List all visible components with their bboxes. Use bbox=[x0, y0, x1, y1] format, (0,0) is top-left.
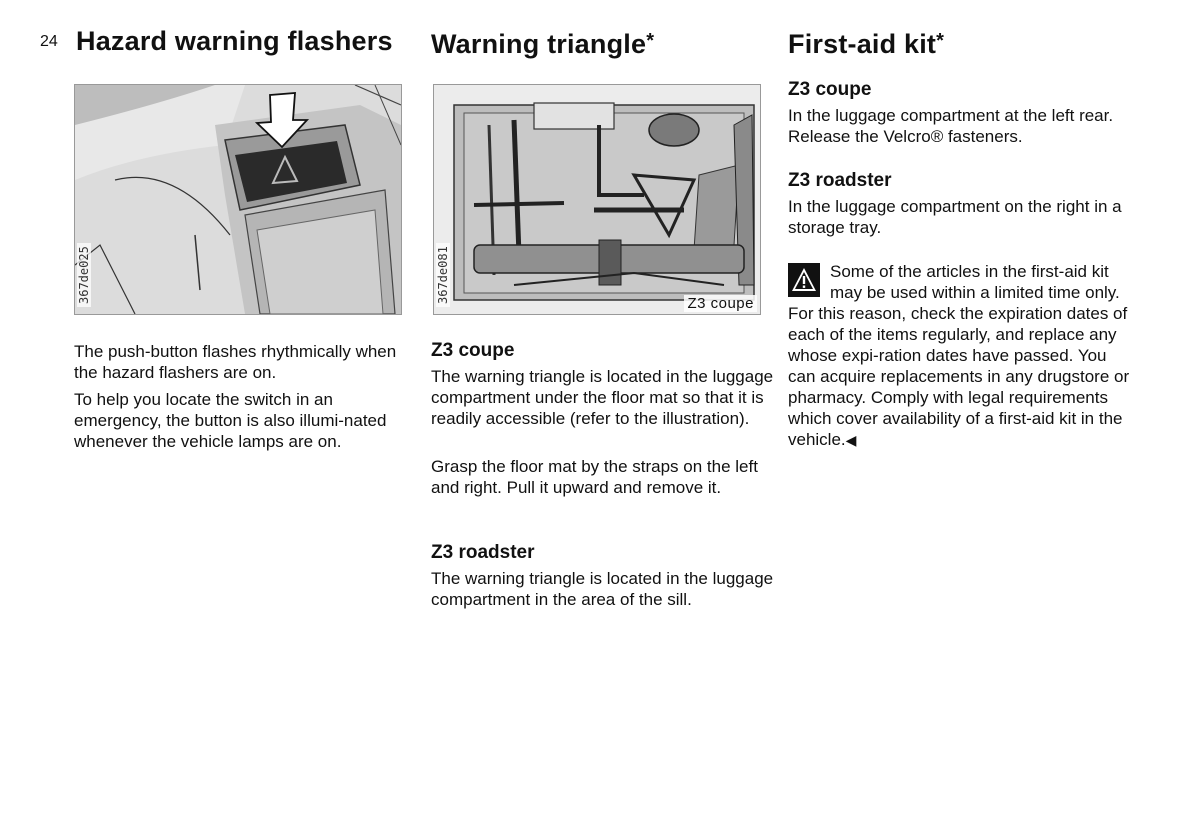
heading-first-aid-kit bbox=[788, 24, 944, 61]
heading-warning-triangle bbox=[431, 24, 654, 61]
warning-triangle-icon bbox=[788, 263, 820, 297]
paragraph-flash-rhythm: The push-button flashes rhythmically when the hazard flashers are on. bbox=[74, 342, 397, 382]
heading-asterisk: * bbox=[936, 30, 945, 52]
paragraph-roadster-location: The warning triangle is located in the luggage compartment in the area of the sill. bbox=[431, 569, 774, 609]
warning-text-body: Some of the articles in the first-aid kit may be used within a limited time only. For this reason, check the expiration dates of each of the items regularly, and replace any whose expi-ration dates have passed. You can acquire replacements in any drugstore or pharmacy. Comply with legal requirements which cover availability of a first-aid kit in the vehicle. bbox=[788, 262, 1130, 449]
warning-notice bbox=[788, 261, 1133, 451]
heading-asterisk: * bbox=[646, 30, 655, 52]
paragraph-coupe-first-aid: In the luggage compartment at the left rear. Release the Velcro® fasteners. bbox=[788, 106, 1114, 146]
heading-text: First-aid kit bbox=[788, 29, 937, 59]
subheading-z3-coupe: Z3 coupe bbox=[788, 79, 872, 100]
paragraph-roadster-first-aid: In the luggage compartment on the right in a storage tray. bbox=[788, 197, 1122, 237]
subheading-z3-roadster: Z3 roadster bbox=[431, 542, 535, 563]
paragraph-coupe-location: The warning triangle is located in the luggage compartment under the floor mat so that it is readily accessible (refer to the illustration). bbox=[431, 367, 774, 428]
end-of-section-mark: ◀ bbox=[845, 432, 857, 448]
subheading-z3-roadster: Z3 roadster bbox=[788, 170, 892, 191]
luggage-compartment-illustration bbox=[433, 84, 761, 315]
heading-hazard-warning-flashers: Hazard warning flashers bbox=[76, 26, 393, 56]
figure-code: 367de081 bbox=[436, 243, 450, 307]
figure-code: 367de025 bbox=[77, 243, 91, 307]
subheading-z3-coupe: Z3 coupe bbox=[431, 340, 515, 361]
figure-caption: Z3 coupe bbox=[684, 295, 757, 312]
page-number: 24 bbox=[40, 33, 58, 50]
warning-text bbox=[788, 261, 1133, 451]
paragraph-illumination: To help you locate the switch in an emergency, the button is also illumi-nated whenever the vehicle lamps are on. bbox=[74, 390, 387, 451]
paragraph-coupe-remove-mat: Grasp the floor mat by the straps on the left and right. Pull it upward and remove it. bbox=[431, 457, 758, 497]
heading-text: Warning triangle bbox=[431, 29, 647, 59]
hazard-switch-illustration bbox=[74, 84, 402, 315]
